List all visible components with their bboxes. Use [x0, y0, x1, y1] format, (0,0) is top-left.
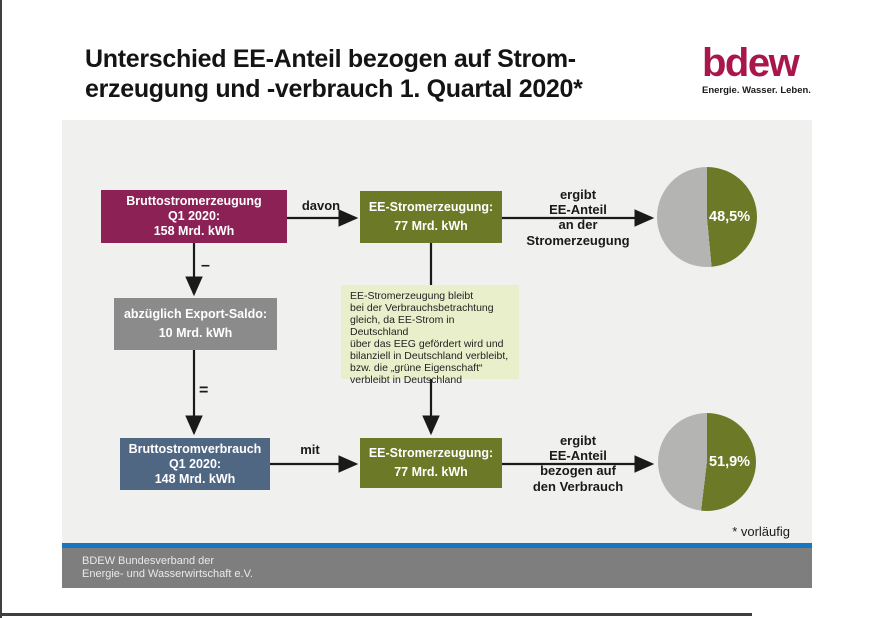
- box-line: Bruttostromerzeugung: [126, 194, 262, 208]
- footnote-vorlaeufig: * vorläufig: [732, 524, 790, 539]
- note-line: bei der Verbrauchsbetrachtung: [350, 302, 494, 314]
- pie-value-label: 48,5%: [709, 209, 751, 225]
- box-line: Bruttostromverbrauch: [128, 441, 262, 456]
- box-line: EE-Stromerzeugung:: [368, 446, 494, 460]
- box-line: 148 Mrd. kWh: [154, 471, 236, 486]
- note-line: bzw. die „grüne Eigenschaft“: [350, 362, 483, 374]
- pie-value-label: 51,9%: [708, 454, 751, 470]
- bdew-logo: [702, 42, 822, 96]
- page-left-edge: [0, 0, 2, 618]
- box-line: 158 Mrd. kWh: [153, 224, 235, 238]
- pie-chart-generation-share: [657, 167, 757, 267]
- box-line: Q1 2020:: [167, 209, 221, 223]
- label-result-generation: [506, 187, 650, 248]
- note-line: bilanziell in Deutschland verbleibt,: [350, 350, 509, 362]
- label-davon: davon: [301, 198, 341, 213]
- box-line: 77 Mrd. kWh: [394, 219, 468, 234]
- result-line: bezogen auf: [540, 463, 616, 479]
- box-bruttostromerzeugung: [101, 190, 287, 243]
- result-line: ergibt: [559, 433, 597, 448]
- box-line: EE-Stromerzeugung:: [368, 199, 494, 214]
- result-line: EE-Anteil: [549, 448, 607, 464]
- box-export-saldo: [114, 298, 277, 350]
- page-title: [85, 44, 583, 104]
- page-title-line1: Unterschied EE-Anteil bezogen auf Strom-: [85, 45, 576, 73]
- note-line: EE-Stromerzeugung bleibt: [350, 290, 474, 302]
- box-line: 10 Mrd. kWh: [158, 326, 233, 341]
- note-line: gleich, da EE-Strom in Deutschland: [350, 314, 455, 338]
- bdew-wordmark: bdew: [702, 41, 799, 85]
- note-line: verbleibt in Deutschland: [350, 374, 463, 386]
- box-bruttostromverbrauch: [120, 438, 270, 490]
- label-equals: =: [199, 382, 209, 399]
- diagram-canvas: [62, 120, 812, 543]
- bdew-tagline: Energie. Wasser. Leben.: [702, 85, 811, 96]
- box-ee-stromerzeugung-top: [360, 191, 502, 243]
- footer-text: [62, 548, 812, 581]
- box-line: abzüglich Export-Saldo:: [123, 306, 268, 321]
- footer-line2: Energie- und Wasserwirtschaft e.V.: [82, 568, 253, 580]
- label-result-consumption: [506, 433, 650, 494]
- label-mit: mit: [300, 442, 320, 457]
- box-ee-stromerzeugung-bottom: [360, 438, 502, 488]
- label-minus: –: [201, 257, 210, 274]
- result-line: Stromerzeugung: [526, 232, 630, 248]
- box-line: Q1 2020:: [168, 456, 222, 471]
- footer-line1: BDEW Bundesverband der: [82, 555, 215, 567]
- page-bottom-edge: [0, 613, 752, 616]
- result-line: an der: [558, 217, 598, 233]
- page-title-line2: erzeugung und -verbrauch 1. Quartal 2020*: [85, 75, 583, 103]
- result-line: den Verbrauch: [532, 478, 624, 494]
- result-line: EE-Anteil: [549, 202, 607, 218]
- box-line: 77 Mrd. kWh: [394, 465, 468, 479]
- pie-chart-consumption-share: [658, 413, 756, 511]
- result-line: ergibt: [559, 187, 597, 202]
- note-box: [341, 285, 519, 386]
- note-line: über das EEG gefördert wird und: [350, 338, 504, 350]
- footer-bar: [62, 548, 812, 588]
